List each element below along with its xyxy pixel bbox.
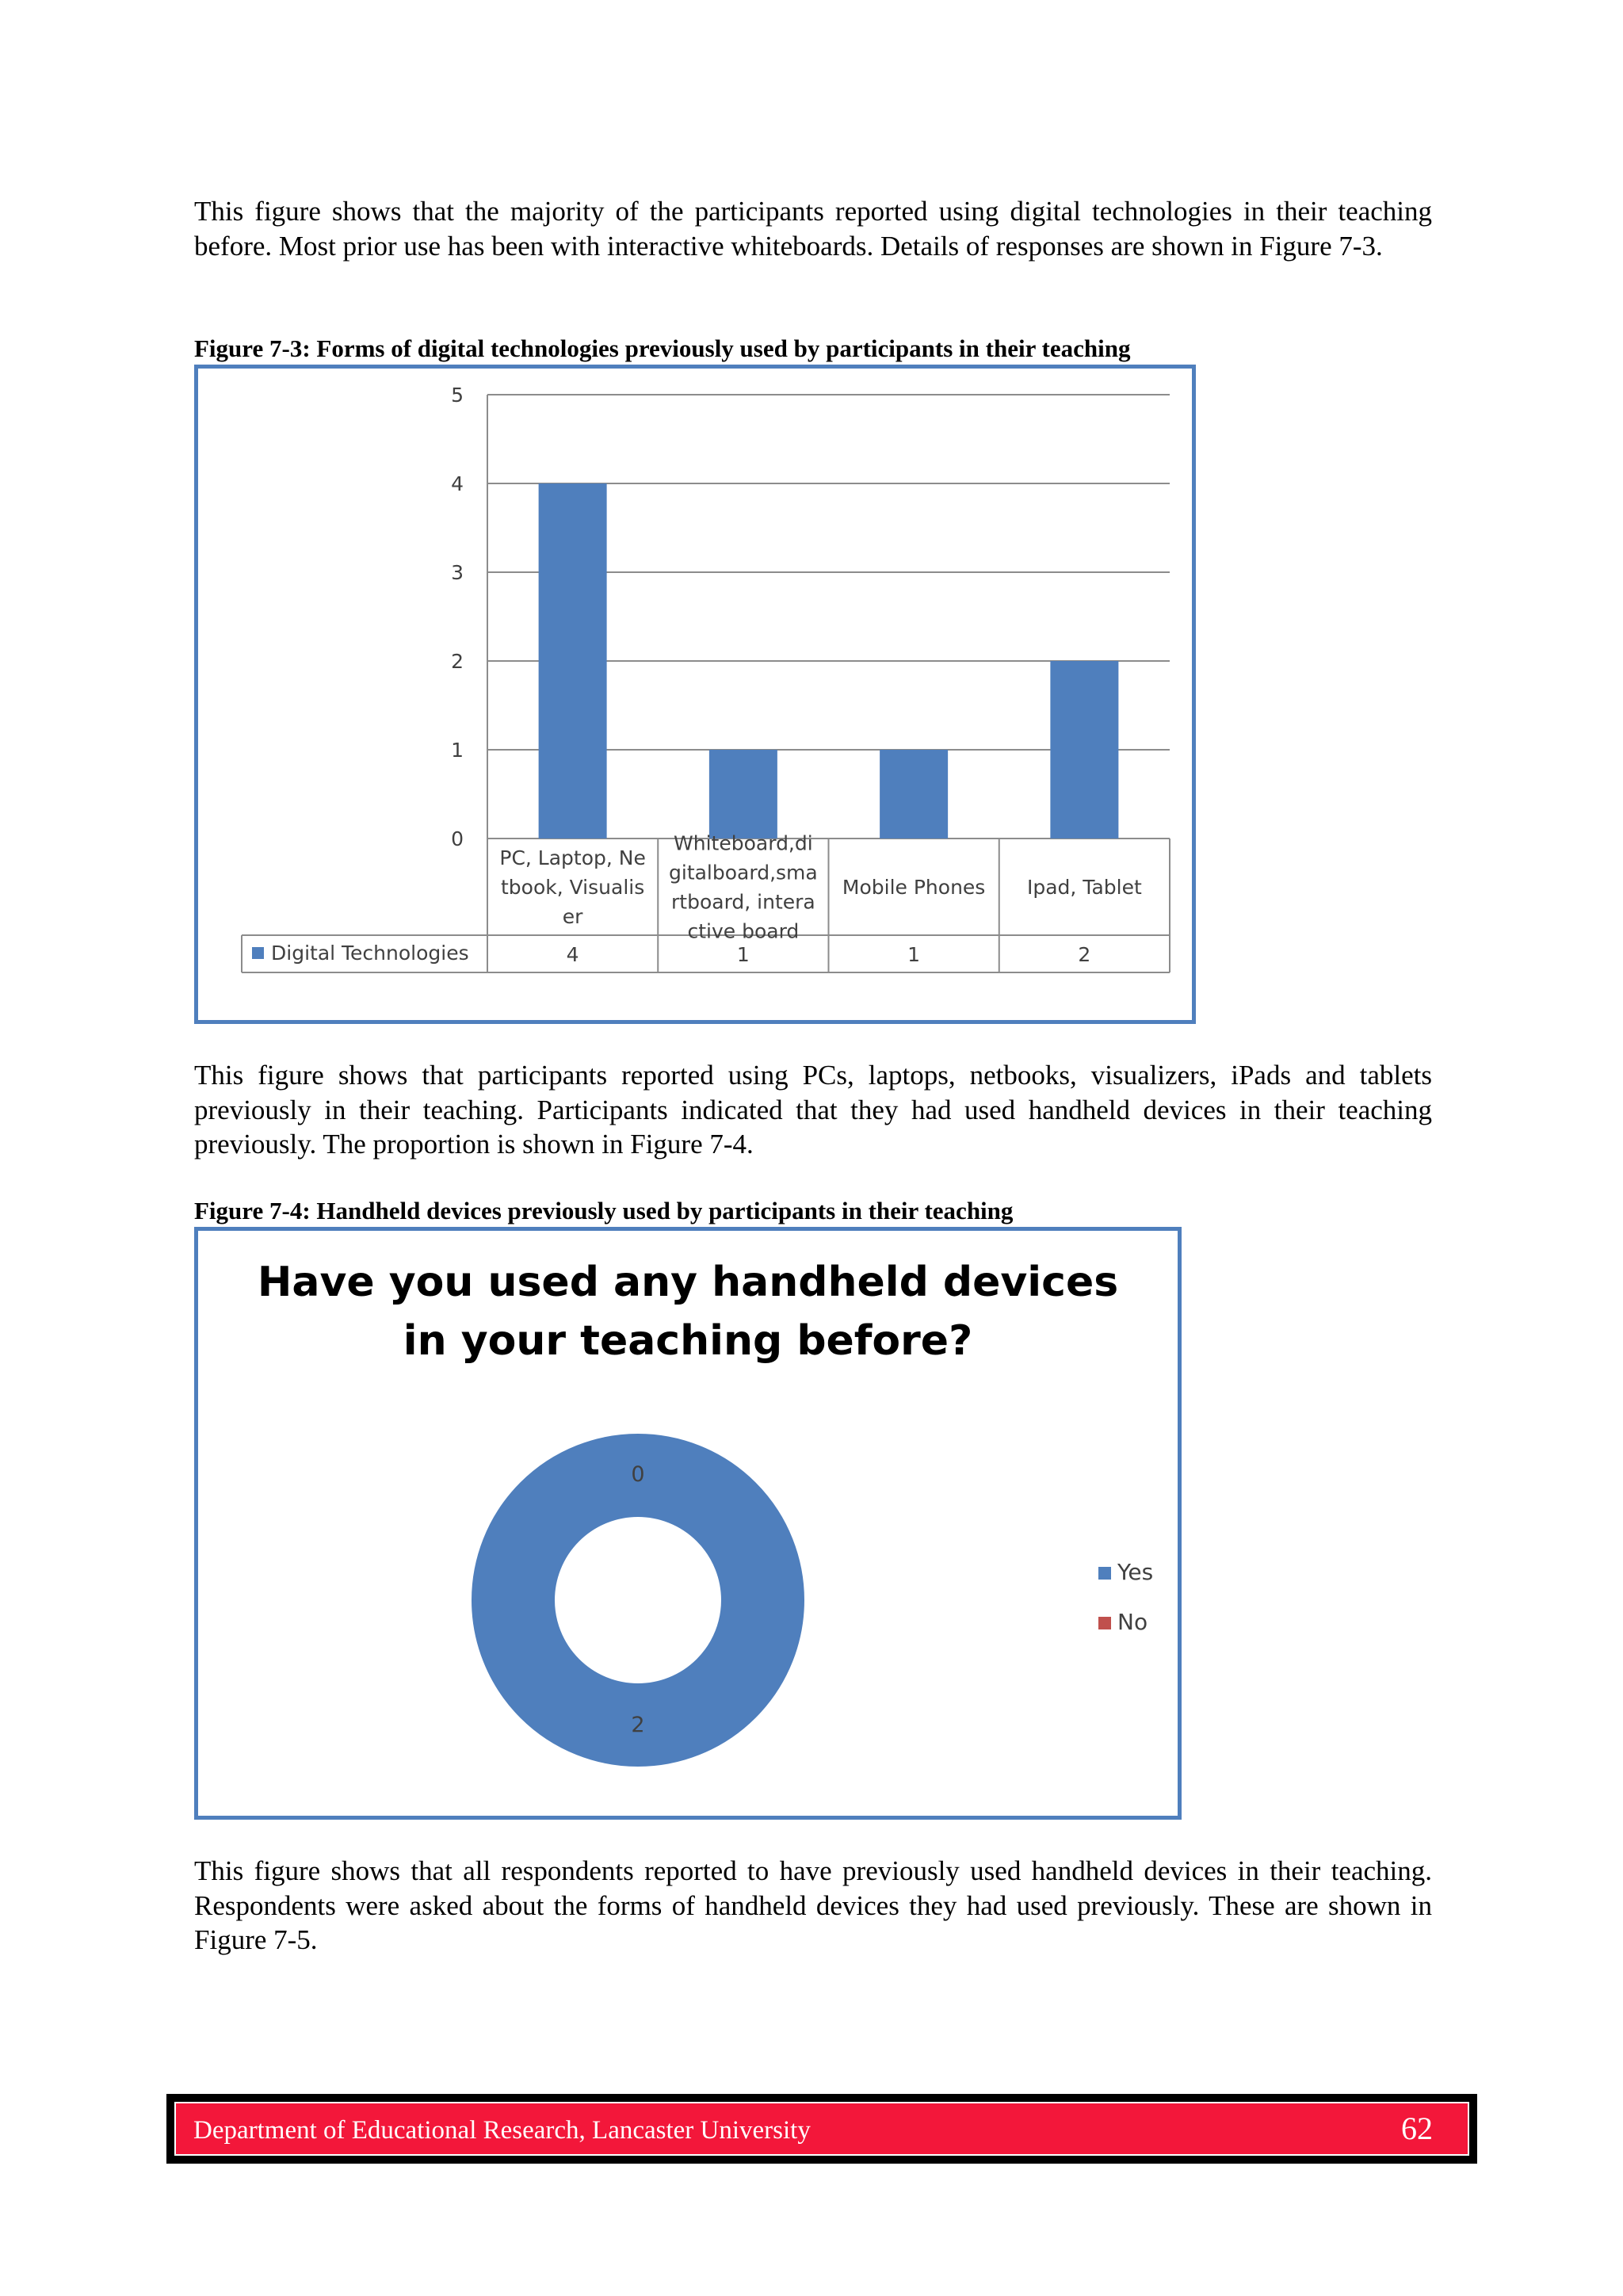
y-tick-label: 2 (451, 650, 464, 673)
paragraph-3: This figure shows that all respondents reported to have previously used handheld devices in their teaching. Respondents were asked about the forms of handheld devices they had used previously. These are shown in Figure 7-5. (194, 1855, 1432, 1955)
y-tick-label: 1 (451, 739, 464, 762)
category-label: ctive board (687, 919, 800, 943)
chart-title: in your teaching before? (403, 1317, 973, 1365)
bar (1050, 661, 1118, 839)
chart-title: Have you used any handheld devices (257, 1259, 1119, 1306)
legend-swatch (252, 947, 264, 959)
data-label-yes: 2 (631, 1713, 645, 1737)
category-label: rtboard, intera (671, 890, 815, 914)
table-value: 1 (736, 943, 750, 966)
category-label: Whiteboard,di (674, 831, 813, 855)
table-value: 1 (907, 943, 921, 966)
page-footer (166, 2094, 1477, 2164)
bar (709, 750, 777, 839)
figure-7-3-caption: Figure 7-3: Forms of digital technologies previously used by participants in their teaching (194, 334, 1131, 362)
bar-chart-frame (194, 365, 1196, 1024)
doughnut-slice (514, 1476, 763, 1725)
category-label: tbook, Visualis (501, 876, 645, 899)
y-tick-label: 3 (451, 561, 464, 584)
bar-chart (198, 369, 1192, 1020)
data-label-no: 0 (631, 1462, 645, 1487)
category-label: gitalboard,sma (669, 861, 818, 884)
category-label: Mobile Phones (842, 876, 986, 899)
paragraph-1: This figure shows that the majority of the participants reported using digital technologies in their teaching before. Most prior use has been with interactive whiteboards. Details of responses are shown in Figure 7-3. (194, 196, 1432, 262)
legend-label: Digital Technologies (271, 942, 469, 965)
figure-7-4-caption: Figure 7-4: Handheld devices previously used by participants in their teaching (194, 1197, 1014, 1224)
y-tick-label: 0 (451, 827, 464, 850)
y-tick-label: 4 (451, 472, 464, 495)
category-label: er (562, 905, 583, 928)
footer-department: Department of Educational Research, Lancaster University (193, 2116, 811, 2145)
legend-swatch (1098, 1617, 1111, 1629)
doughnut-chart (198, 1231, 1178, 1816)
category-label: PC, Laptop, Ne (499, 846, 646, 869)
paragraph-2: This figure shows that participants reported using PCs, laptops, netbooks, visualizers, iPads and tablets previously in their teaching. Participants indicated that they had used handheld devices in their teaching previously. The proportion is shown in Figure 7-4. (194, 1060, 1432, 1159)
footer-band (174, 2102, 1469, 2156)
y-tick-label: 5 (451, 384, 464, 407)
legend-label: No (1117, 1609, 1148, 1635)
legend-swatch (1098, 1567, 1111, 1580)
table-value: 2 (1078, 943, 1091, 966)
doughnut-chart-frame (194, 1227, 1182, 1820)
page-number: 62 (1401, 2111, 1433, 2146)
bar (539, 483, 607, 839)
bar (880, 750, 948, 839)
legend-label: Yes (1117, 1559, 1154, 1585)
category-label: Ipad, Tablet (1026, 876, 1142, 899)
table-value: 4 (566, 943, 579, 966)
